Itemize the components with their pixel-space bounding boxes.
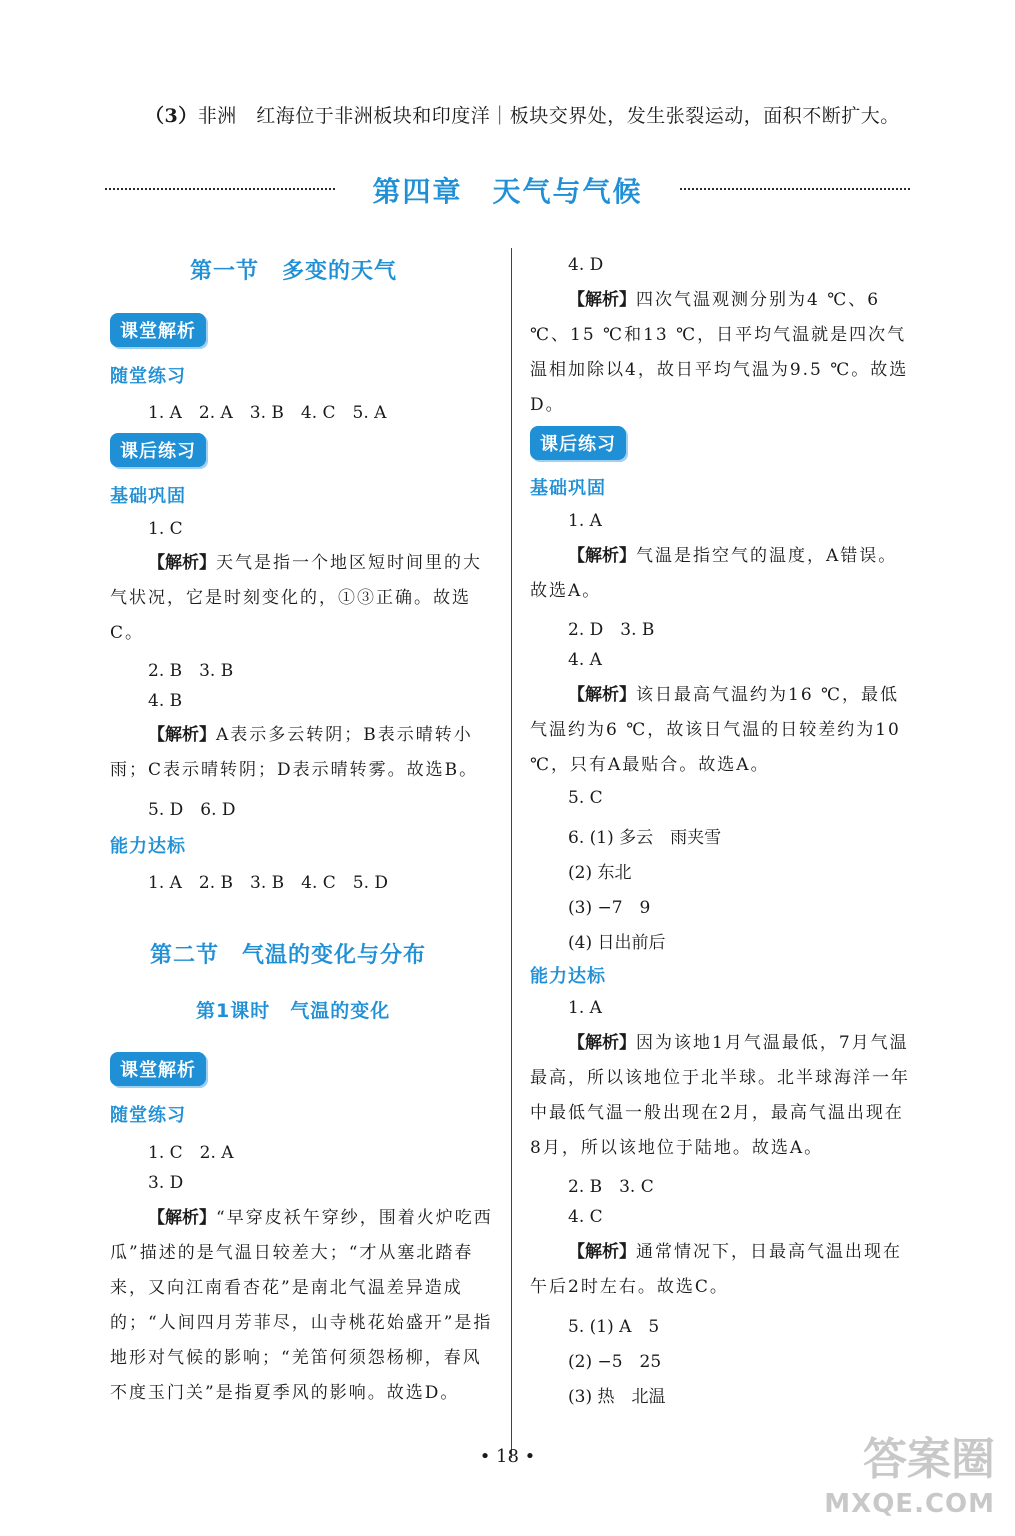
column-divider — [511, 248, 512, 1458]
chapter-header — [105, 168, 910, 214]
answer-line: 3. D — [148, 1173, 184, 1193]
top-answer-text: 非洲 红海位于非洲板块和印度洋｜板块交界处，发生张裂运动，面积不断扩大。 — [197, 105, 900, 127]
answer-line: 4. D — [568, 255, 604, 275]
answer-line: (2) 东北 — [568, 863, 632, 883]
section-badge: 课后练习 — [530, 426, 626, 460]
practice-heading: 能力达标 — [530, 966, 606, 987]
section-badge: 课堂解析 — [110, 1052, 206, 1086]
explanation-tag: 【解析】 — [568, 290, 636, 310]
answer-line: 1. C 2. A — [148, 1143, 234, 1163]
explanation-text: “早穿皮袄午穿纱，围着火炉吃西瓜”描述的是气温日较差大；“才从塞北踏春来，又向江南看杏花”是南北气温差异造成的；“人间四月芳菲尽，山寺桃花始盛开”是指地形对气候的影响；“羌笛何须怨杨柳，春风不度玉门关”是指夏季风的影响。故选D。 — [110, 1208, 493, 1403]
answer-line: 1. A — [568, 511, 602, 531]
answer-line: (4) 日出前后 — [568, 933, 666, 953]
top-answer-number: （3） — [145, 105, 198, 127]
top-answer-line — [145, 101, 900, 128]
explanation-paragraph — [530, 678, 910, 783]
practice-heading: 随堂练习 — [110, 1105, 186, 1126]
explanation-text: 天气是指一个地区短时间里的大气状况，它是时刻变化的，①③正确。故选C。 — [110, 553, 482, 643]
explanation-tag: 【解析】 — [148, 725, 216, 745]
answer-line: 5. (1) A 5 — [568, 1317, 660, 1337]
explanation-text: A表示多云转阴；B表示晴转小雨；C表示晴转阴；D表示晴转雾。故选B。 — [110, 725, 479, 780]
explanation-paragraph — [530, 1235, 910, 1305]
chapter-title: 第四章 天气与气候 — [372, 175, 643, 208]
explanation-paragraph — [530, 539, 910, 609]
section-title: 第一节 多变的天气 — [190, 259, 398, 284]
explanation-tag: 【解析】 — [148, 1208, 216, 1228]
explanation-paragraph — [110, 718, 495, 788]
section-title: 第二节 气温的变化与分布 — [150, 943, 427, 968]
explanation-paragraph — [110, 546, 495, 651]
explanation-text: 通常情况下，日最高气温出现在午后2时左右。故选C。 — [530, 1242, 902, 1297]
answer-line: 4. C — [568, 1207, 603, 1227]
explanation-text: 气温是指空气的温度，A错误。故选A。 — [530, 546, 898, 601]
answer-line: 5. D 6. D — [148, 800, 236, 820]
page-number: • 18 • — [479, 1446, 536, 1467]
explanation-text: 该日最高气温约为16 ℃，最低气温约为6 ℃，故该日气温的日较差约为10 ℃，只有A最贴合。故选A。 — [530, 685, 901, 775]
watermark-logo — [824, 1434, 995, 1526]
watermark-bottom-text: MXQE.COM — [824, 1489, 995, 1519]
practice-heading: 能力达标 — [110, 836, 186, 857]
answer-line: 1. A 2. A 3. B 4. C 5. A — [148, 403, 387, 423]
answer-line: 2. D 3. B — [568, 620, 655, 640]
explanation-tag: 【解析】 — [568, 1242, 636, 1262]
practice-heading: 随堂练习 — [110, 366, 186, 387]
practice-heading: 基础巩固 — [110, 486, 186, 507]
answer-line: (3) 热 北温 — [568, 1387, 666, 1407]
answer-line: (3) −7 9 — [568, 898, 651, 918]
answer-line: 1. A — [568, 998, 602, 1018]
explanation-text: 四次气温观测分别为4 ℃、6 ℃、15 ℃和13 ℃，日平均气温就是四次气温相加除以4，故日平均气温为9.5 ℃。故选D。 — [530, 290, 909, 415]
answer-line: 5. C — [568, 788, 603, 808]
lesson-title: 第1课时 气温的变化 — [196, 1000, 391, 1022]
answer-line: 1. C — [148, 519, 183, 539]
section-badge: 课堂解析 — [110, 313, 206, 347]
watermark-top-text: 答案圈 — [863, 1434, 995, 1485]
section-badge: 课后练习 — [110, 433, 206, 467]
explanation-paragraph — [530, 283, 910, 423]
explanation-paragraph — [530, 1026, 910, 1166]
explanation-paragraph — [110, 1201, 495, 1411]
explanation-tag: 【解析】 — [148, 553, 216, 573]
answer-line: 2. B 3. C — [568, 1177, 654, 1197]
answer-line: 6. (1) 多云 雨夹雪 — [568, 828, 722, 848]
explanation-tag: 【解析】 — [568, 685, 636, 705]
practice-heading: 基础巩固 — [530, 478, 606, 499]
explanation-text: 因为该地1月气温最低，7月气温最高，所以该地位于北半球。北半球海洋一年中最低气温一般出现在2月，最高气温出现在8月，所以该地位于陆地。故选A。 — [530, 1033, 910, 1158]
answer-line: 4. B — [148, 691, 183, 711]
explanation-tag: 【解析】 — [568, 546, 636, 566]
answer-line: 1. A 2. B 3. B 4. C 5. D — [148, 873, 389, 893]
answer-line: (2) −5 25 — [568, 1352, 662, 1372]
answer-line: 4. A — [568, 650, 602, 670]
explanation-tag: 【解析】 — [568, 1033, 636, 1053]
chapter-dotted-rule-right — [680, 188, 910, 190]
answer-line: 2. B 3. B — [148, 661, 234, 681]
